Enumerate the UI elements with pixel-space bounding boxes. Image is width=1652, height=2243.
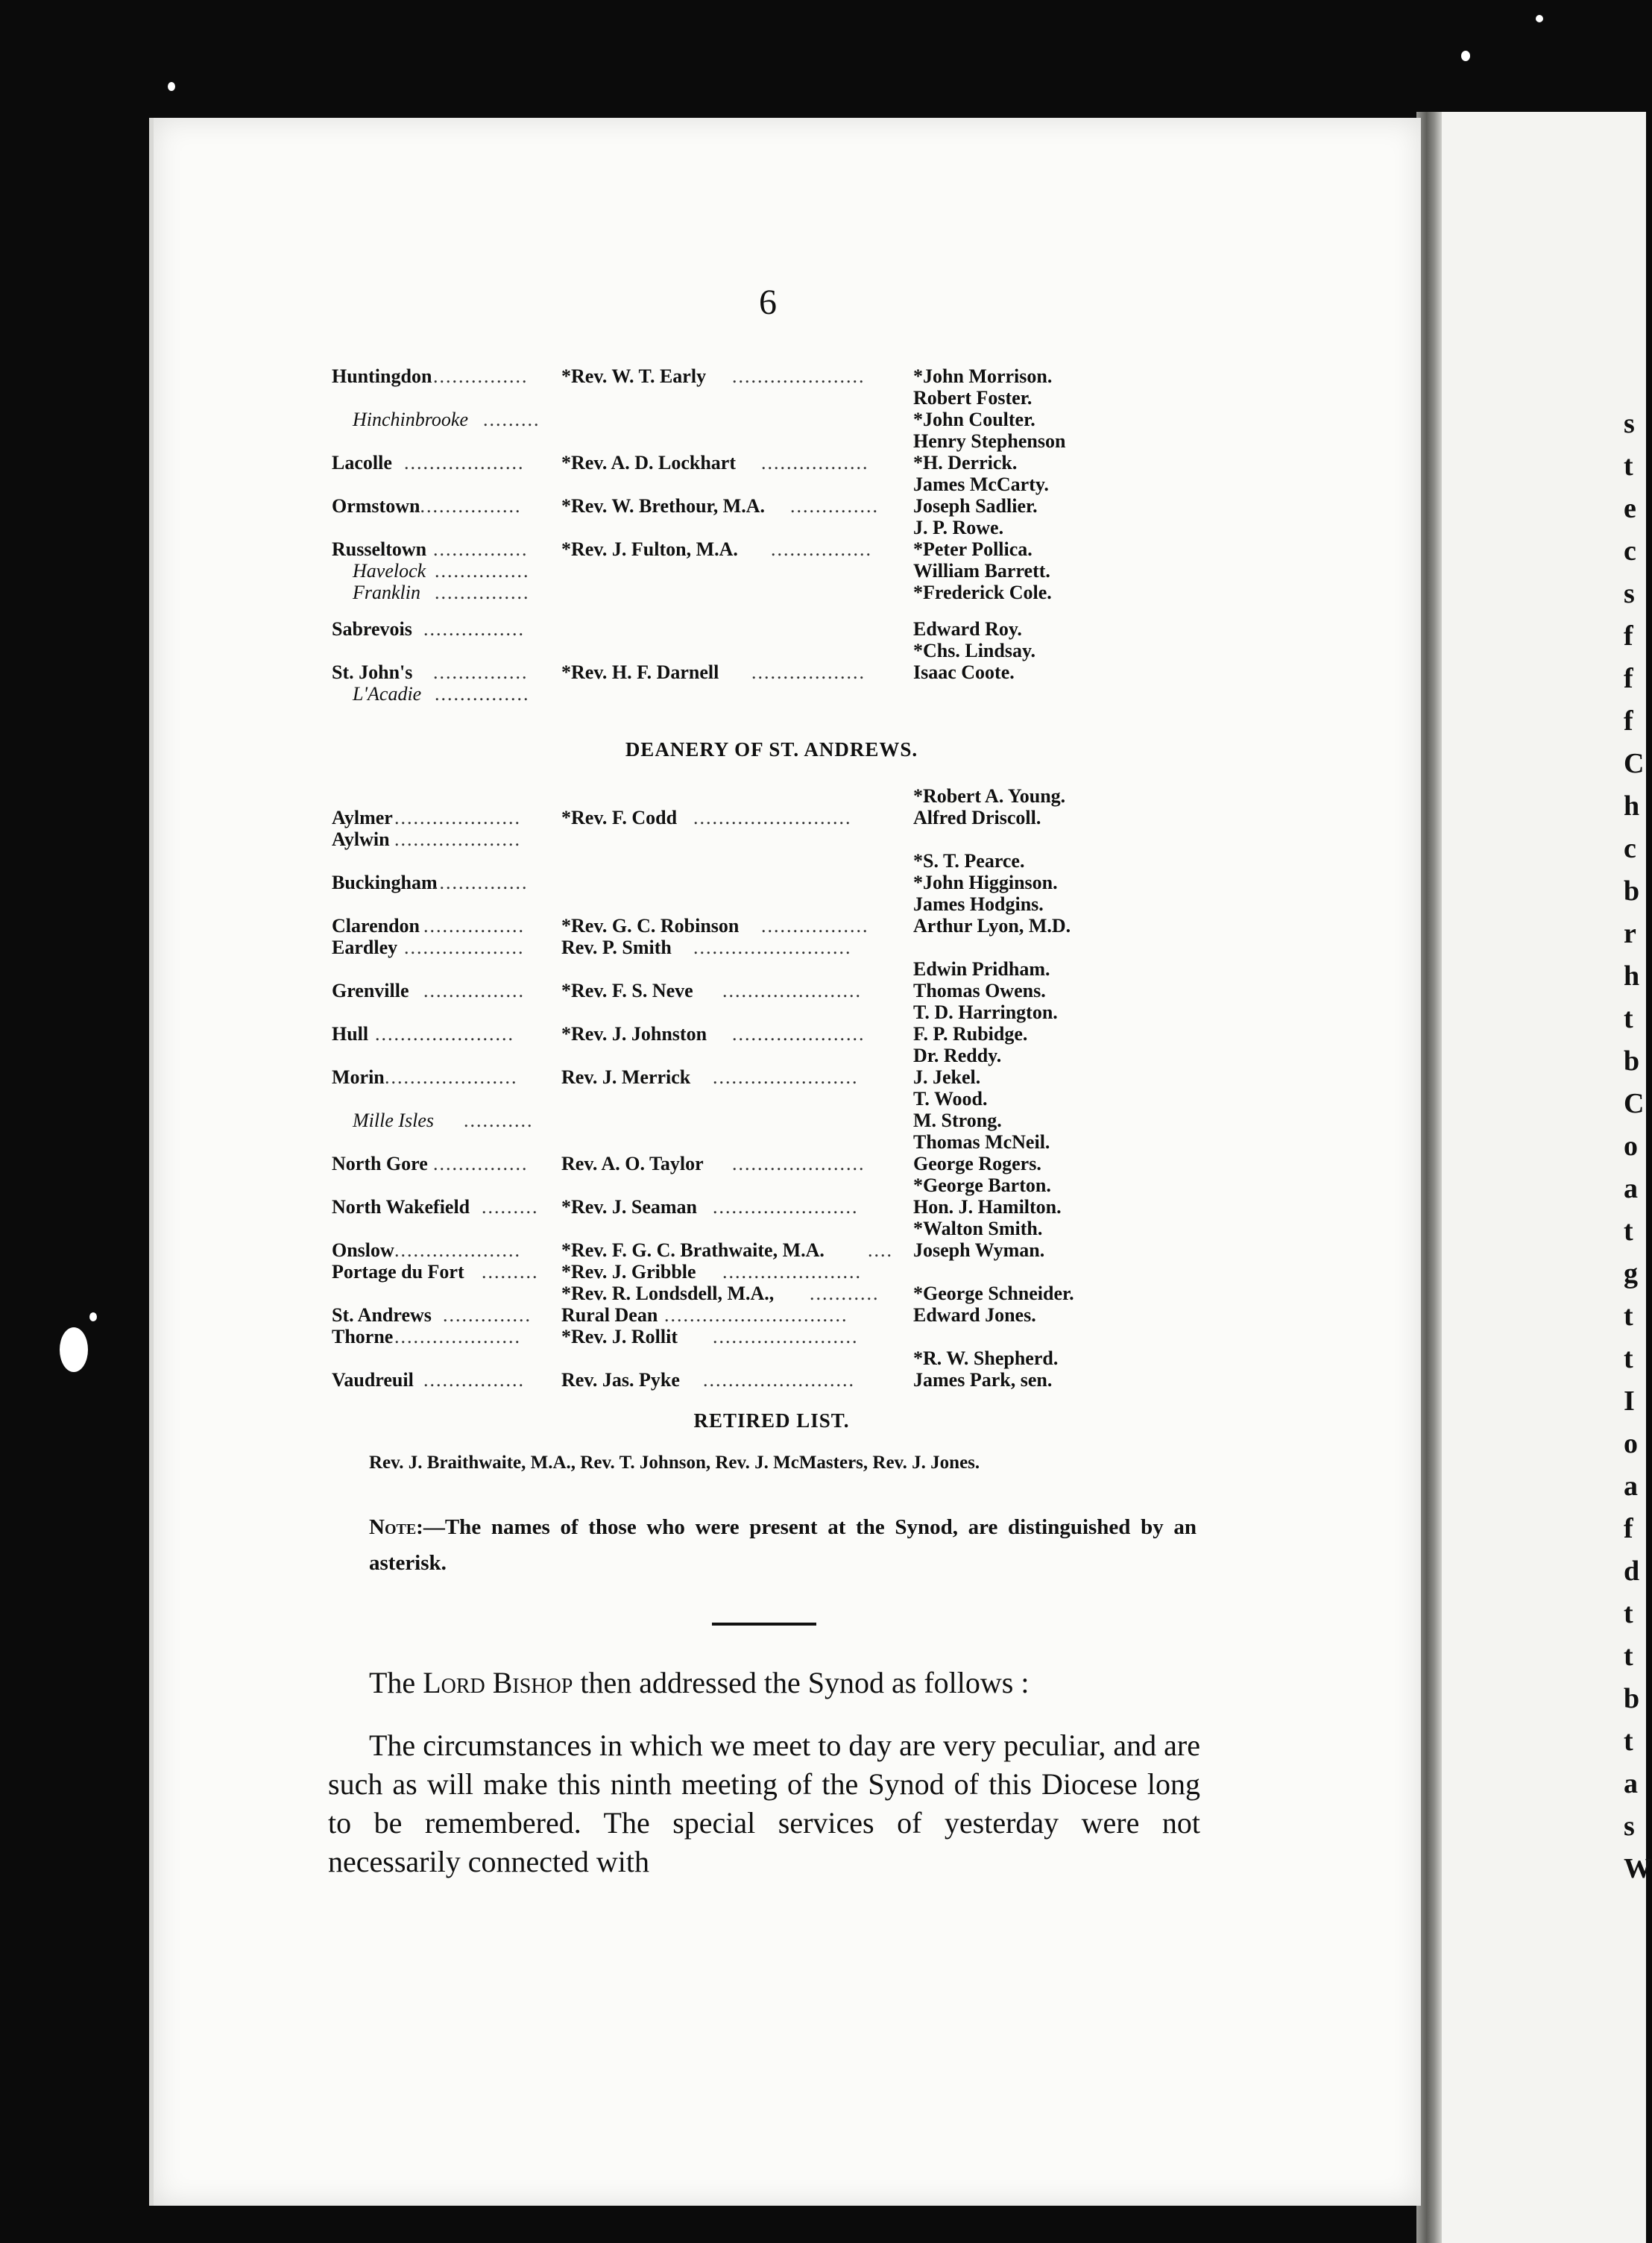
dot-leader: ..............	[790, 495, 879, 517]
clergy-name: *Rev. J. Fulton, M.A.	[561, 538, 738, 560]
dot-leader: ....	[868, 1239, 893, 1261]
dot-leader: .....................	[732, 1023, 866, 1045]
lay-delegate-name: *Peter Pollica.	[913, 538, 1032, 560]
member-row	[332, 1196, 1211, 1218]
facing-page-letter: f	[1624, 620, 1633, 652]
dot-leader: ....................	[394, 1326, 521, 1347]
dot-leader: .................	[761, 915, 869, 937]
member-row	[332, 785, 1211, 807]
dot-leader: ...................	[404, 937, 525, 958]
lay-delegate-name: James Park, sen.	[913, 1369, 1053, 1391]
lay-delegate-name: *John Morrison.	[913, 365, 1053, 387]
parish-name: Aylwin	[332, 828, 390, 850]
parish-name: Grenville	[332, 980, 409, 1001]
clergy-name: *Rev. F. Codd	[561, 807, 678, 828]
parish-name: Lacolle	[332, 452, 392, 474]
parish-name: Franklin	[353, 582, 420, 603]
parish-name: Hull	[332, 1023, 369, 1045]
parish-name: Sabrevois	[332, 618, 412, 640]
member-row	[332, 850, 1211, 872]
entries-deanery	[332, 785, 1211, 1391]
dot-leader: .........................	[693, 937, 852, 958]
dot-leader: ..................	[751, 661, 866, 683]
member-row	[332, 1239, 1211, 1261]
lay-delegate-name: *H. Derrick.	[913, 452, 1018, 474]
lay-delegate-name: Alfred Driscoll.	[913, 807, 1041, 828]
lay-delegate-name: *George Barton.	[913, 1174, 1051, 1196]
dot-leader: .................	[414, 495, 522, 517]
lay-delegate-name: Edward Jones.	[913, 1304, 1036, 1326]
clergy-name: Rev. A. O. Taylor	[561, 1153, 704, 1174]
lay-delegate-name: Isaac Coote.	[913, 661, 1015, 683]
facing-page-letter: W	[1624, 1853, 1652, 1884]
lay-delegate-name: *John Higginson.	[913, 872, 1058, 893]
clergy-name: *Rev. J. Rollit	[561, 1326, 678, 1347]
facing-page-letter: o	[1624, 1428, 1638, 1459]
parish-name: St. Andrews	[332, 1304, 432, 1326]
lay-delegate-name: *George Schneider.	[913, 1283, 1074, 1304]
dot-leader: .....................	[385, 1066, 518, 1088]
member-row	[332, 1174, 1211, 1196]
dot-leader: ...................	[404, 452, 525, 474]
facing-page-letter: g	[1624, 1258, 1638, 1289]
facing-page-letter: C	[1624, 748, 1645, 779]
facing-page-letter: r	[1624, 918, 1636, 949]
dot-leader: .......................	[713, 1066, 859, 1088]
member-row	[332, 538, 1211, 560]
member-row	[332, 958, 1211, 980]
lay-delegate-name: *Walton Smith.	[913, 1218, 1043, 1239]
clergy-name: *Rev. F. G. C. Brathwaite, M.A.	[561, 1239, 825, 1261]
parish-name: Portage du Fort	[332, 1261, 464, 1283]
member-row	[332, 495, 1211, 517]
lay-delegate-name: Joseph Sadlier.	[913, 495, 1038, 517]
scan-speck	[168, 82, 175, 91]
dot-leader: ........................	[703, 1369, 855, 1391]
dot-leader: ....................	[394, 828, 521, 850]
lay-delegate-name: George Rogers.	[913, 1153, 1041, 1174]
clergy-name: *Rev. H. F. Darnell	[561, 661, 719, 683]
member-row	[332, 980, 1211, 1001]
parish-name: Aylmer	[332, 807, 393, 828]
clergy-name: *Rev. G. C. Robinson	[561, 915, 740, 937]
facing-page-letter: f	[1624, 663, 1633, 694]
dot-leader: .........	[482, 1196, 539, 1218]
facing-page-letter: C	[1624, 1088, 1645, 1119]
member-row	[332, 1326, 1211, 1347]
dot-leader: .................	[761, 452, 869, 474]
member-row	[332, 1088, 1211, 1110]
parish-name: St. John's	[332, 661, 413, 683]
retired-list-names: Rev. J. Braithwaite, M.A., Rev. T. Johnson, Rev. J. McMasters, Rev. J. Jones.	[369, 1453, 980, 1473]
scan-speck	[89, 1312, 97, 1321]
member-row	[332, 582, 1211, 603]
dot-leader: ...............	[433, 365, 529, 387]
lay-delegate-name: William Barrett.	[913, 560, 1050, 582]
facing-page-letter: h	[1624, 790, 1640, 822]
member-row	[332, 1023, 1211, 1045]
clergy-name: *Rev. W. Brethour, M.A.	[561, 495, 766, 517]
lay-delegate-name: Robert Foster.	[913, 387, 1032, 409]
parish-name: L'Acadie	[353, 683, 422, 705]
member-row	[332, 387, 1211, 409]
clergy-name: Rural Dean	[561, 1304, 658, 1326]
dot-leader: ......................	[375, 1023, 514, 1045]
facing-page-letter: s	[1624, 408, 1635, 439]
address-post: then addressed the Synod as follows :	[580, 1666, 1030, 1699]
member-row	[332, 474, 1211, 495]
dot-leader: ...........	[464, 1110, 534, 1131]
lay-delegate-name: Arthur Lyon, M.D.	[913, 915, 1071, 937]
member-row	[332, 937, 1211, 958]
section-divider	[712, 1623, 816, 1626]
lay-delegate-name: Hon. J. Hamilton.	[913, 1196, 1062, 1218]
member-row	[332, 1001, 1211, 1023]
dot-leader: .....................	[732, 365, 866, 387]
member-row	[332, 915, 1211, 937]
facing-page-letter: o	[1624, 1130, 1638, 1162]
member-row	[332, 517, 1211, 538]
dot-leader: ...........	[810, 1283, 880, 1304]
lay-delegate-name: J. Jekel.	[913, 1066, 981, 1088]
facing-page-letter: t	[1624, 1300, 1633, 1332]
dot-leader: .....................	[732, 1153, 866, 1174]
parish-name: Hinchinbrooke	[353, 409, 468, 430]
parish-name: Onslow	[332, 1239, 394, 1261]
lay-delegate-name: *Frederick Cole.	[913, 582, 1052, 603]
dot-leader: ....................	[394, 807, 521, 828]
entries-top	[332, 365, 1211, 705]
address-pre: The	[369, 1666, 416, 1699]
lay-delegate-name: Joseph Wyman.	[913, 1239, 1045, 1261]
clergy-name: *Rev. J. Johnston	[561, 1023, 707, 1045]
lay-delegate-name: *R. W. Shepherd.	[913, 1347, 1059, 1369]
address-title: Lord Bishop	[423, 1666, 573, 1699]
member-row	[332, 1110, 1211, 1131]
dot-leader: .............................	[664, 1304, 848, 1326]
dot-leader: ....................	[394, 1239, 521, 1261]
dot-leader: ................	[423, 915, 525, 937]
lay-delegate-name: Dr. Reddy.	[913, 1045, 1002, 1066]
facing-page-letter: b	[1624, 1045, 1640, 1077]
lay-delegate-name: *John Coulter.	[913, 409, 1035, 430]
member-row	[332, 1153, 1211, 1174]
lay-delegate-name: James McCarty.	[913, 474, 1049, 495]
dot-leader: ...............	[433, 1153, 529, 1174]
lay-delegate-name: J. P. Rowe.	[913, 517, 1004, 538]
member-row	[332, 409, 1211, 430]
member-row	[332, 1261, 1211, 1283]
facing-page-letter: t	[1624, 1598, 1633, 1629]
parish-name: Buckingham	[332, 872, 438, 893]
member-row	[332, 807, 1211, 828]
dot-leader: .......................	[713, 1326, 859, 1347]
facing-page-letter: s	[1624, 578, 1635, 609]
asterisk-note	[369, 1509, 1197, 1581]
parish-name: Eardley	[332, 937, 398, 958]
facing-page-letter: t	[1624, 1003, 1633, 1034]
facing-page-text-edge	[1624, 403, 1652, 1890]
facing-page-letter: c	[1624, 833, 1636, 864]
address-body	[328, 1726, 1200, 1881]
member-row	[332, 1304, 1211, 1326]
member-row	[332, 1369, 1211, 1391]
lay-delegate-name: *S. T. Pearce.	[913, 850, 1025, 872]
parish-name: North Gore	[332, 1153, 428, 1174]
body-paragraph: The circumstances in which we meet to day are very peculiar, and are such as will make this ninth meeting of the Synod of this Diocese long to be remembered. The special services of yesterday were not necessarily connected with	[328, 1728, 1200, 1878]
dot-leader: ...............	[435, 560, 530, 582]
note-label: Note:	[369, 1515, 423, 1539]
facing-page-letter: a	[1624, 1768, 1638, 1799]
facing-page-letter: t	[1624, 1725, 1633, 1757]
facing-page-letter: a	[1624, 1173, 1638, 1204]
deanery-title: DEANERY OF ST. ANDREWS.	[625, 738, 918, 761]
member-row	[332, 1283, 1211, 1304]
lay-delegate-name: T. Wood.	[913, 1088, 988, 1110]
clergy-name: *Rev. J. Gribble	[561, 1261, 696, 1283]
parish-name: Huntingdon	[332, 365, 432, 387]
facing-page-letter: h	[1624, 960, 1640, 992]
member-row	[332, 430, 1211, 452]
dot-leader: .......................	[713, 1196, 859, 1218]
member-row	[332, 1218, 1211, 1239]
clergy-name: Rev. J. Merrick	[561, 1066, 691, 1088]
facing-page-letter: t	[1624, 1640, 1633, 1672]
member-row	[332, 640, 1211, 661]
facing-page-letter: t	[1624, 450, 1633, 482]
facing-page-letter: t	[1624, 1215, 1633, 1247]
facing-page-letter: f	[1624, 705, 1633, 737]
member-row	[332, 618, 1211, 640]
dot-leader: ................	[771, 538, 872, 560]
member-row	[332, 1131, 1211, 1153]
member-row	[332, 1347, 1211, 1369]
dot-leader: .........................	[693, 807, 852, 828]
clergy-name: Rev. P. Smith	[561, 937, 672, 958]
lay-delegate-name: James Hodgins.	[913, 893, 1044, 915]
clergy-name: Rev. Jas. Pyke	[561, 1369, 680, 1391]
facing-page-letter: e	[1624, 493, 1636, 524]
member-row	[332, 452, 1211, 474]
facing-page-letter: f	[1624, 1513, 1633, 1544]
facing-page-letter: a	[1624, 1470, 1638, 1502]
facing-page-letter: t	[1624, 1343, 1633, 1374]
parish-name: Morin	[332, 1066, 385, 1088]
lay-delegate-name: Thomas Owens.	[913, 980, 1046, 1001]
dot-leader: ................	[423, 618, 525, 640]
dot-leader: ...............	[433, 872, 529, 893]
lay-delegate-name: Thomas McNeil.	[913, 1131, 1050, 1153]
lay-delegate-name: F. P. Rubidge.	[913, 1023, 1028, 1045]
dot-leader: ................	[423, 1369, 525, 1391]
member-row	[332, 828, 1211, 850]
facing-page-letter: I	[1624, 1385, 1635, 1417]
member-row	[332, 560, 1211, 582]
clergy-name: *Rev. F. S. Neve	[561, 980, 693, 1001]
dot-leader: ...............	[433, 538, 529, 560]
dot-leader: .........	[482, 1261, 539, 1283]
lay-delegate-name: *Chs. Lindsay.	[913, 640, 1036, 661]
facing-page-letter: c	[1624, 535, 1636, 567]
scan-speck	[1536, 15, 1543, 22]
clergy-name: *Rev. J. Seaman	[561, 1196, 697, 1218]
lay-delegate-name: M. Strong.	[913, 1110, 1002, 1131]
lay-delegate-name: Henry Stephenson	[913, 430, 1066, 452]
parish-name: Thorne	[332, 1326, 394, 1347]
lay-delegate-name: Edwin Pridham.	[913, 958, 1050, 980]
parish-name: North Wakefield	[332, 1196, 470, 1218]
facing-page-letter: b	[1624, 875, 1640, 907]
member-row	[332, 1045, 1211, 1066]
parish-name: Russeltown	[332, 538, 427, 560]
member-row	[332, 661, 1211, 683]
facing-page-letter: s	[1624, 1811, 1635, 1842]
member-row	[332, 365, 1211, 387]
member-row	[332, 893, 1211, 915]
member-row	[332, 872, 1211, 893]
dot-leader: ..............	[443, 1304, 532, 1326]
address-heading	[369, 1664, 1200, 1702]
note-text: —The names of those who were present at the Synod, are distinguished by an asterisk.	[369, 1515, 1197, 1575]
page-number: 6	[759, 283, 777, 322]
synod-member-list	[332, 365, 1211, 1391]
clergy-name: *Rev. W. T. Early	[561, 365, 707, 387]
facing-page-letter: b	[1624, 1683, 1640, 1714]
member-row	[332, 1066, 1211, 1088]
scan-speck	[60, 1327, 88, 1372]
dot-leader: ...............	[433, 661, 529, 683]
dot-leader: .........	[483, 409, 540, 430]
facing-page-letter: d	[1624, 1555, 1640, 1587]
lay-delegate-name: T. D. Harrington.	[913, 1001, 1058, 1023]
parish-name: Ormstown	[332, 495, 420, 517]
facing-page	[1424, 112, 1652, 2243]
dot-leader: ......................	[722, 1261, 862, 1283]
dot-leader: ................	[423, 980, 525, 1001]
lay-delegate-name: *Robert A. Young.	[913, 785, 1066, 807]
parish-name: Mille Isles	[353, 1110, 435, 1131]
clergy-name: *Rev. A. D. Lockhart	[561, 452, 736, 474]
clergy-name: *Rev. R. Londsdell, M.A.,	[561, 1283, 775, 1304]
member-row	[332, 683, 1211, 705]
lay-delegate-name: Edward Roy.	[913, 618, 1022, 640]
dot-leader: ......................	[722, 980, 862, 1001]
parish-name: Havelock	[353, 560, 426, 582]
dot-leader: ...............	[435, 582, 530, 603]
parish-name: Clarendon	[332, 915, 420, 937]
dot-leader: ...............	[435, 683, 530, 705]
scan-speck	[1461, 51, 1470, 61]
parish-name: Vaudreuil	[332, 1369, 414, 1391]
retired-list-title: RETIRED LIST.	[693, 1409, 850, 1432]
